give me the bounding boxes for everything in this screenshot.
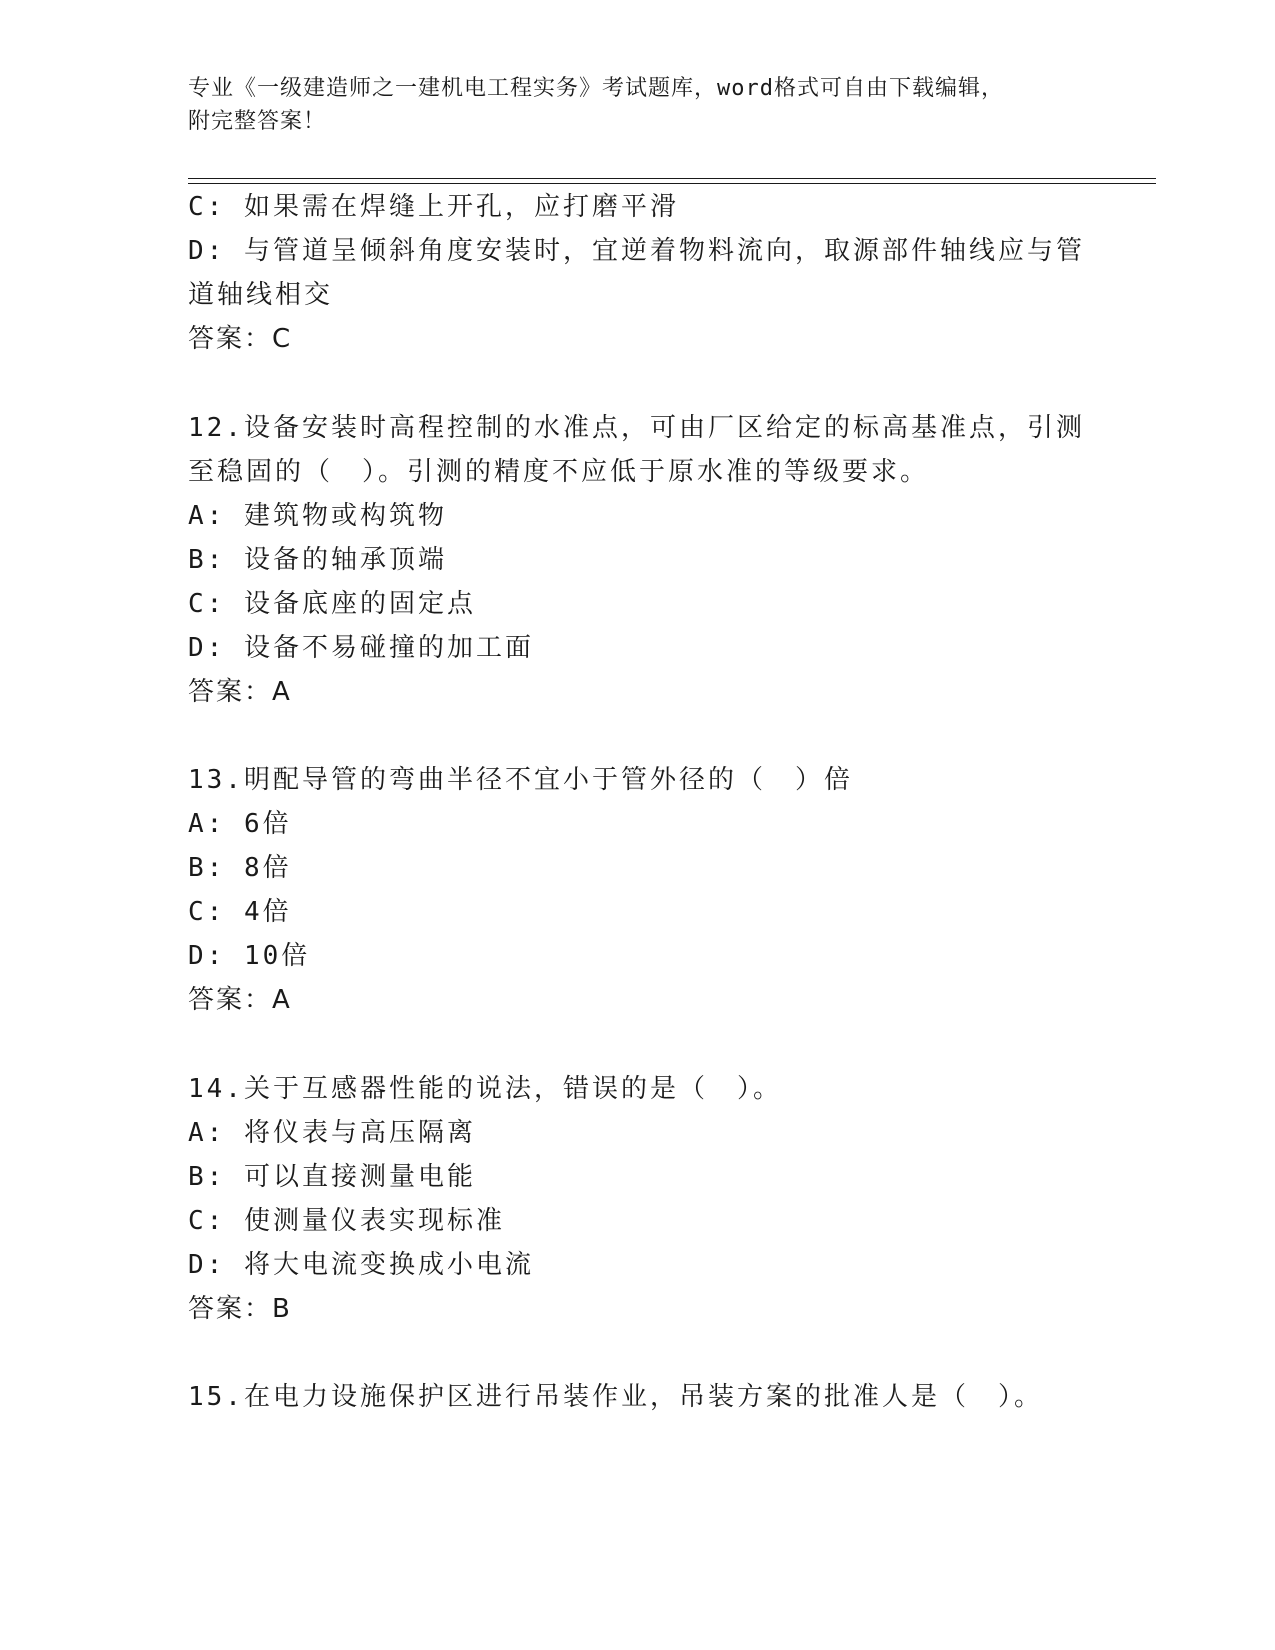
header-divider-top <box>188 178 1156 179</box>
q14-question: 14.关于互感器性能的说法，错误的是（ ）。 <box>188 1074 782 1104</box>
q11-option-c: C: 如果需在焊缝上开孔，应打磨平滑 <box>188 192 679 222</box>
q12-question-line-2: 至稳固的（ ）。引测的精度不应低于原水准的等级要求。 <box>188 457 930 487</box>
q13-option-a: A: 6倍 <box>188 809 292 839</box>
q11-option-d-line-1: D: 与管道呈倾斜角度安装时，宜逆着物料流向，取源部件轴线应与管 <box>188 236 1085 266</box>
q13-option-d: D: 10倍 <box>188 941 311 971</box>
q12-question-line-1: 12.设备安装时高程控制的水准点，可由厂区给定的标高基准点，引测 <box>188 413 1085 443</box>
q13-option-c: C: 4倍 <box>188 897 292 927</box>
q13-answer: 答案：A <box>188 985 292 1015</box>
q14-option-c: C: 使测量仪表实现标准 <box>188 1206 505 1236</box>
header-line-1: 专业《一级建造师之一建机电工程实务》考试题库，word格式可自由下载编辑， <box>188 76 1004 101</box>
q14-answer: 答案：B <box>188 1294 292 1324</box>
q12-answer: 答案：A <box>188 677 292 707</box>
q14-option-d: D: 将大电流变换成小电流 <box>188 1250 534 1280</box>
q12-option-a: A: 建筑物或构筑物 <box>188 501 447 531</box>
document-header <box>188 72 1088 138</box>
header-divider-bottom <box>188 183 1156 184</box>
q13-question: 13.明配导管的弯曲半径不宜小于管外径的（ ）倍 <box>188 765 853 795</box>
q13-option-b: B: 8倍 <box>188 853 292 883</box>
q12-option-b: B: 设备的轴承顶端 <box>188 545 447 575</box>
header-line-2: 附完整答案！ <box>188 109 327 134</box>
q12-option-d: D: 设备不易碰撞的加工面 <box>188 633 534 663</box>
q14-option-a: A: 将仪表与高压隔离 <box>188 1118 476 1148</box>
q11-answer: 答案：C <box>188 324 293 354</box>
q15-question: 15.在电力设施保护区进行吊装作业，吊装方案的批准人是（ ）。 <box>188 1382 1043 1412</box>
q11-option-d-line-2: 道轴线相交 <box>188 280 334 310</box>
q14-option-b: B: 可以直接测量电能 <box>188 1162 476 1192</box>
q12-option-c: C: 设备底座的固定点 <box>188 589 476 619</box>
